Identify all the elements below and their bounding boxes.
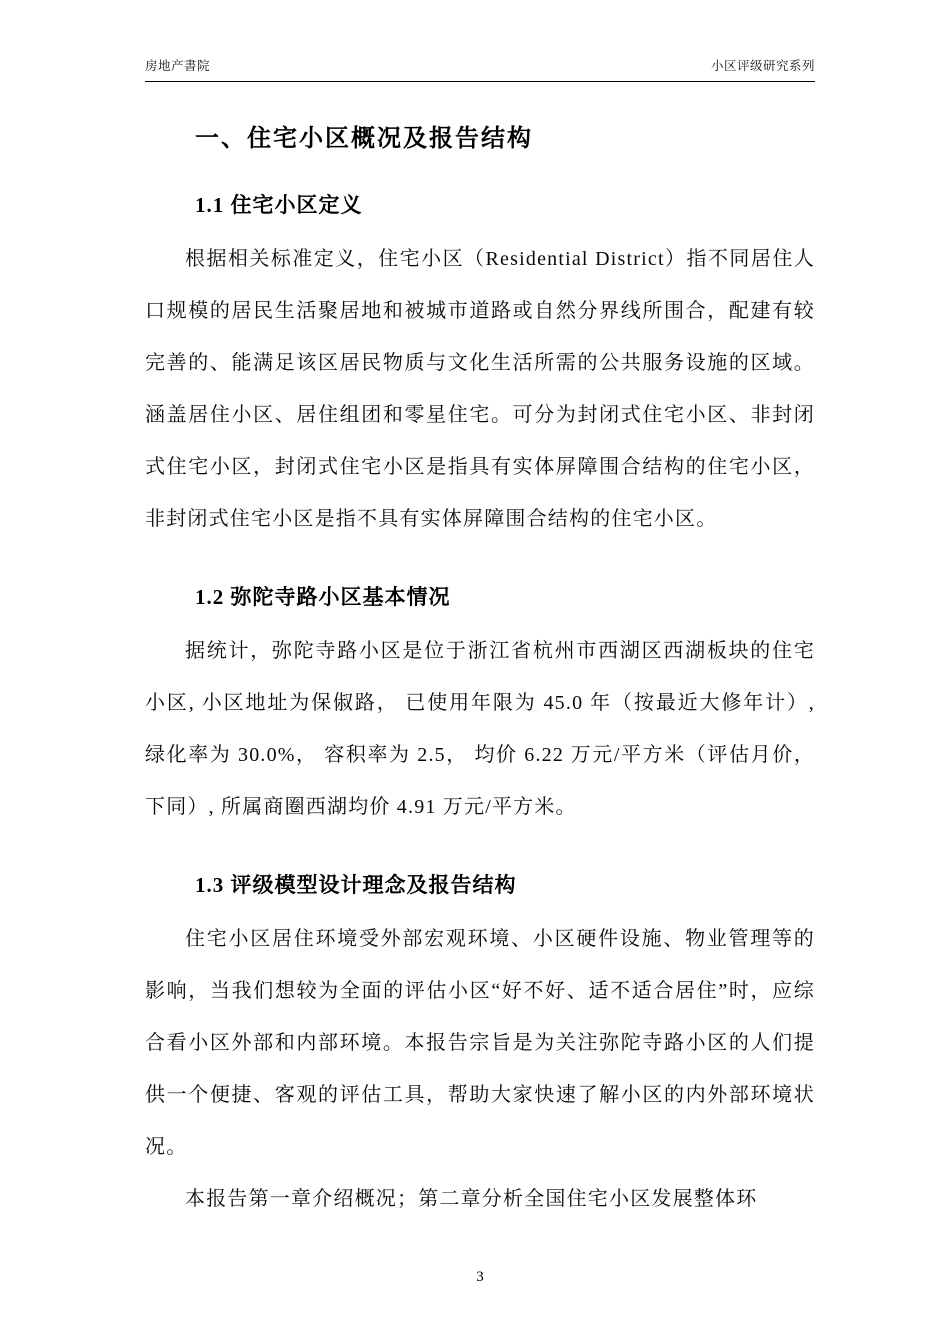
header-right-text: 小区评级研究系列 bbox=[710, 59, 815, 73]
chapter-title: 一、住宅小区概况及报告结构 bbox=[195, 126, 533, 152]
page-footer bbox=[145, 1269, 815, 1286]
section-1-1-title: 1.1 住宅小区定义 bbox=[195, 193, 363, 217]
section-1-1-paragraph: 根据相关标准定义，住宅小区（Residential District）指不同居住人口规模的居民生活聚居地和被城市道路或自然分界线所围合，配建有较完善的、能满足该区居民物质与文化生活所需的公共服务设施的区域。涵盖居住小区、居住组团和零星住宅。可分为封闭式住宅小区、非封闭式住宅小区，封闭式住宅小区是指具有实体屏障围合结构的住宅小区，非封闭式住宅小区是指不具有实体屏障围合结构的住宅小区。 bbox=[145, 248, 815, 530]
section-1-3-title: 1.3 评级模型设计理念及报告结构 bbox=[195, 873, 517, 897]
header-left-text: 房地产書院 bbox=[145, 59, 211, 73]
page-header bbox=[145, 56, 815, 82]
section-1-2-paragraph: 据统计，弥陀寺路小区是位于浙江省杭州市西湖区西湖板块的住宅小区, 小区地址为保俶路， 已使用年限为 45.0 年（按最近大修年计）, 绿化率为 30.0%， 容积率为 2.5， 均价 6.22 万元/平方米（评估月价，下同）, 所属商圈西湖均价 4.91 万元/平方米。 bbox=[145, 640, 815, 818]
section-1-3-paragraph-1: 住宅小区居住环境受外部宏观环境、小区硬件设施、物业管理等的影响，当我们想较为全面的评估小区“好不好、适不适合居住”时，应综合看小区外部和内部环境。本报告宗旨是为关注弥陀寺路小区的人们提供一个便捷、客观的评估工具，帮助大家快速了解小区的内外部环境状况。 bbox=[145, 928, 815, 1158]
section-1-2-title: 1.2 弥陀寺路小区基本情况 bbox=[195, 585, 451, 609]
page-number: 3 bbox=[476, 1269, 484, 1285]
section-1-3-paragraph-2: 本报告第一章介绍概况；第二章分析全国住宅小区发展整体环 bbox=[185, 1188, 758, 1210]
page-body bbox=[145, 118, 815, 1225]
